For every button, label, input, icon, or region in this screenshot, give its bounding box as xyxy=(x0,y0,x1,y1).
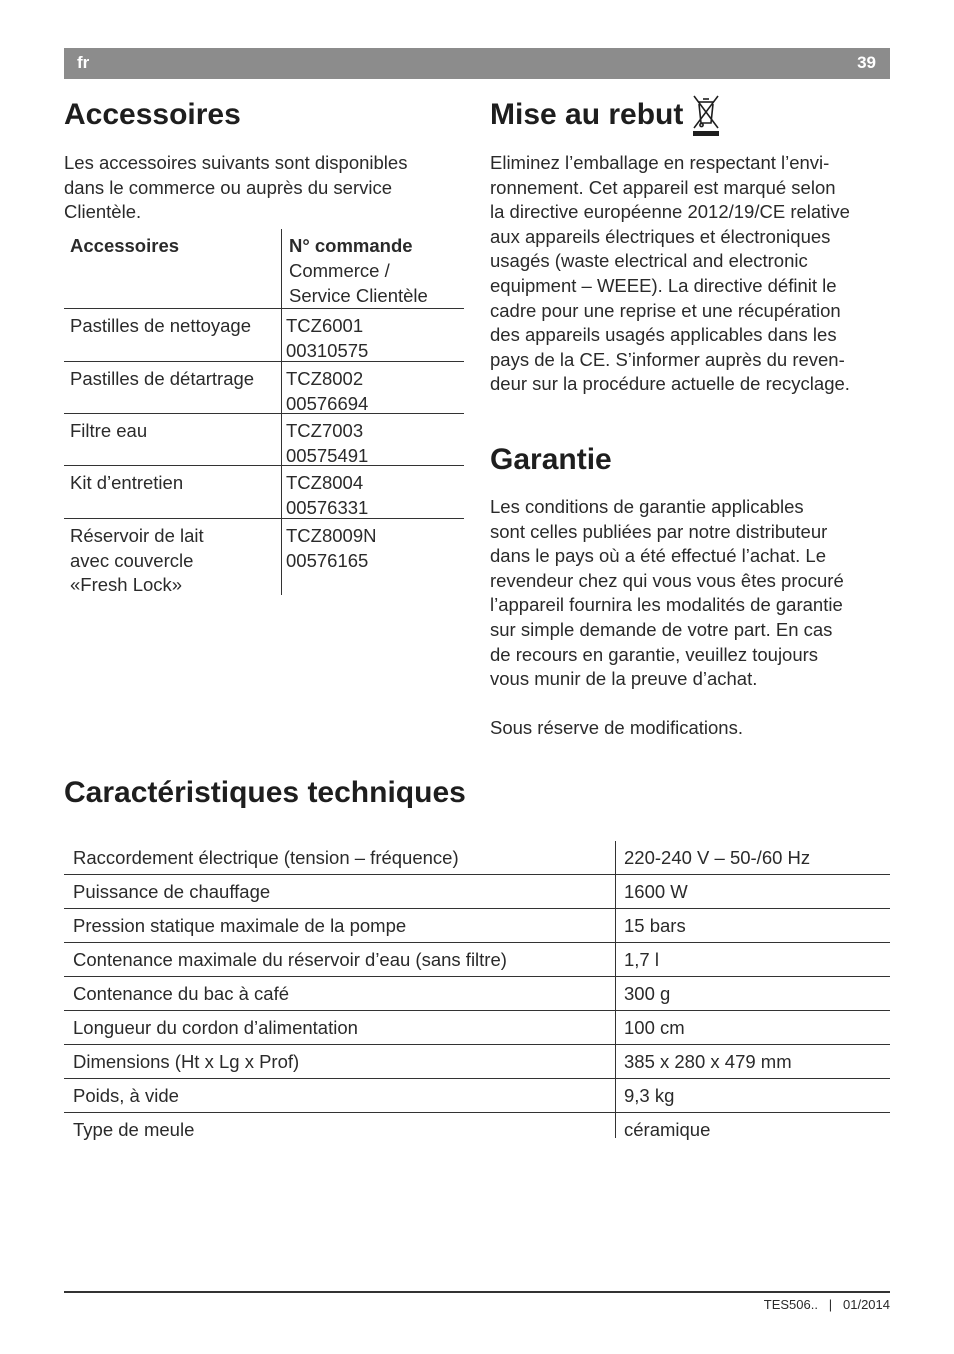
accessory-codes: TCZ8009N 00576165 xyxy=(286,525,377,571)
spec-label: Contenance du bac à café xyxy=(73,983,289,1004)
column-subheader: Commerce / Service Clientèle xyxy=(289,260,428,306)
garantie-note: Sous réserve de modifications. xyxy=(490,717,743,738)
spec-value: 385 x 280 x 479 mm xyxy=(624,1051,792,1072)
spec-label: Puissance de chauffage xyxy=(73,881,271,902)
spec-label: Longueur du cordon d’alimentation xyxy=(73,1017,358,1038)
spec-label: Poids, à vide xyxy=(73,1085,179,1106)
table-row xyxy=(64,908,890,942)
accessory-name: Pastilles de détartrage xyxy=(70,368,255,389)
table-row xyxy=(64,466,464,519)
accessory-name: Pastilles de nettoyage xyxy=(70,315,252,336)
mise-au-rebut-title xyxy=(490,98,721,144)
footer-divider xyxy=(64,1291,890,1293)
accessory-name: Filtre eau xyxy=(70,420,148,441)
table-row xyxy=(64,841,890,874)
crossed-out-wheelie-bin-icon xyxy=(689,92,721,144)
spec-value: 15 bars xyxy=(624,915,686,936)
table-header-row xyxy=(64,229,464,309)
spec-value: 300 g xyxy=(624,983,671,1004)
column-header-accessoires: Accessoires xyxy=(70,235,180,256)
table-row xyxy=(64,942,890,976)
table-row xyxy=(64,976,890,1010)
accessoires-intro: Les accessoires suivants sont disponibles dans le commerce ou auprès du service Clientèle. xyxy=(64,152,408,223)
table-row xyxy=(64,309,464,362)
spec-value: 1600 W xyxy=(624,881,688,902)
page-number: 39 xyxy=(857,53,876,72)
spec-value: 9,3 kg xyxy=(624,1085,675,1106)
mise-au-rebut-title-text: Mise au rebut xyxy=(490,98,684,131)
accessories-table xyxy=(64,229,464,595)
table-row xyxy=(64,874,890,908)
mise-au-rebut-text: Eliminez l’emballage en respectant l’envi- ronnement. Cet appareil est marqué selon la directive européenne 2012/19/CE relative aux appareils électriques et électroniques usagés (waste electrical and electronic equipment – WEEE). La directive définit le cadre pour une reprise et une récupération des appareils usagés applicables dans les pays de la CE. S’informer auprès du reven- deur sur la procédure actuelle de recyclage. xyxy=(490,152,850,395)
spec-value: 100 cm xyxy=(624,1017,685,1038)
specs-table xyxy=(64,841,890,1146)
table-row xyxy=(64,1044,890,1078)
garantie-text: Les conditions de garantie applicables sont celles publiées par notre distributeur dans le pays où a été effectué l’achat. Le revendeur chez qui vous vous êtes procuré l’appareil fournira les modalités de garantie sur simple demande de votre part. En cas de recours en garantie, veuillez toujours vous munir de la preuve d’achat. xyxy=(490,496,844,690)
accessoires-title: Accessoires xyxy=(64,98,241,131)
accessory-codes: TCZ8004 00576331 xyxy=(286,472,369,518)
table-row xyxy=(64,1010,890,1044)
table-row xyxy=(64,1112,890,1146)
spec-value: 220-240 V – 50-/60 Hz xyxy=(624,847,811,868)
garantie-title: Garantie xyxy=(490,443,612,476)
spec-value: 1,7 l xyxy=(624,949,659,970)
language-code: fr xyxy=(77,53,90,72)
accessory-codes: TCZ6001 00310575 xyxy=(286,315,369,361)
spec-label: Raccordement électrique (tension – fréquence) xyxy=(73,847,459,868)
table-row xyxy=(64,362,464,414)
table-row xyxy=(64,414,464,466)
accessory-name: Réservoir de lait avec couvercle «Fresh Lock» xyxy=(70,525,204,596)
footer-reference: TES506.. | 01/2014 xyxy=(763,1297,890,1312)
accessory-codes: TCZ7003 00575491 xyxy=(286,420,369,466)
spec-label: Type de meule xyxy=(73,1119,195,1140)
caracteristiques-title: Caractéristiques techniques xyxy=(64,776,466,809)
header-bar xyxy=(64,48,890,79)
accessory-name: Kit d’entretien xyxy=(70,472,184,493)
spec-label: Dimensions (Ht x Lg x Prof) xyxy=(73,1051,300,1072)
spec-label: Contenance maximale du réservoir d’eau (sans filtre) xyxy=(73,949,507,970)
accessory-codes: TCZ8002 00576694 xyxy=(286,368,369,414)
spec-value: céramique xyxy=(624,1119,711,1140)
column-header-commande: N° commande xyxy=(289,235,413,256)
spec-label: Pression statique maximale de la pompe xyxy=(73,915,407,936)
table-row xyxy=(64,519,464,595)
table-row xyxy=(64,1078,890,1112)
